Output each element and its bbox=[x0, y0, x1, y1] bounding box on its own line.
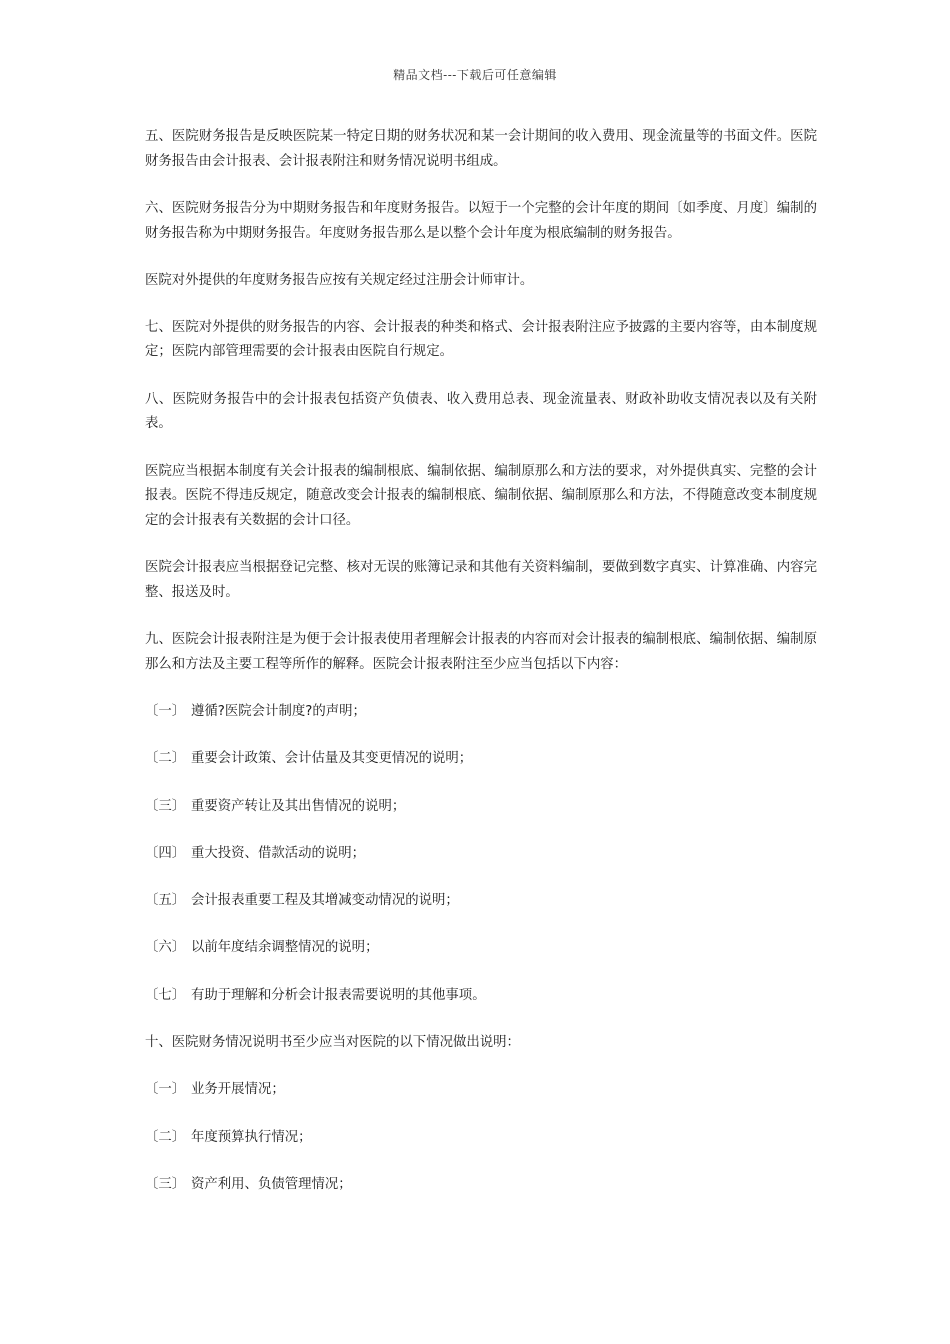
list-item-text: 重要资产转让及其出售情况的说明； bbox=[191, 798, 406, 814]
paragraph-10: 十、医院财务情况说明书至少应当对医院的以下情况做出说明： bbox=[145, 1035, 520, 1051]
list-item-text: 资产利用、负债管理情况； bbox=[191, 1176, 352, 1192]
list-item-number: 〔六〕 bbox=[145, 940, 186, 956]
list-item bbox=[145, 842, 817, 867]
list-item-number: 〔一〕 bbox=[145, 704, 186, 719]
list-item-text: 有助于理解和分析会计报表需要说明的其他事项。 bbox=[191, 987, 486, 1003]
list-item-text: 以前年度结余调整情况的说明； bbox=[191, 940, 379, 956]
list-item-text: 遵循?医院会计制度?的声明； bbox=[191, 704, 366, 719]
paragraph-8: 八、医院财务报告中的会计报表包括资产负债表、收入费用总表、现金流量表、财政补助收支情况表以及有关附表。 bbox=[145, 391, 817, 431]
list-item-number: 〔二〕 bbox=[145, 751, 186, 767]
list-item-text: 年度预算执行情况； bbox=[191, 1129, 312, 1145]
paragraph-9: 九、医院会计报表附注是为便于会计报表使用者理解会计报表的内容而对会计报表的编制根底、编制依据、编制原那么和方法及主要工程等所作的解释。医院会计报表附注至少应当包括以下内容： bbox=[145, 632, 817, 672]
list-item bbox=[145, 1126, 817, 1151]
list-item-number: 〔三〕 bbox=[145, 798, 186, 814]
list-item bbox=[145, 936, 817, 961]
list-item-number: 〔五〕 bbox=[145, 893, 186, 909]
paragraph-accuracy: 医院会计报表应当根据登记完整、核对无误的账簿记录和其他有关资料编制，要做到数字真实、计算准确、内容完整、报送及时。 bbox=[145, 560, 817, 600]
list-item-number: 〔七〕 bbox=[145, 987, 186, 1003]
paragraph-audit: 医院对外提供的年度财务报告应按有关规定经过注册会计师审计。 bbox=[145, 273, 534, 288]
paragraph-7: 七、医院对外提供的财务报告的内容、会计报表的种类和格式、会计报表附注应予披露的主要内容等，由本制度规定；医院内部管理需要的会计报表由医院自行规定。 bbox=[145, 319, 817, 359]
list-item bbox=[145, 795, 817, 820]
list-item-text: 业务开展情况； bbox=[191, 1082, 285, 1098]
list-item-number: 〔四〕 bbox=[145, 845, 186, 861]
paragraph-6: 六、医院财务报告分为中期财务报告和年度财务报告。以短于一个完整的会计年度的期间〔如季度、月度〕编制的财务报告称为中期财务报告。年度财务报告那么是以整个会计年度为根底编制的财务报告。 bbox=[145, 201, 817, 241]
list-item bbox=[145, 1078, 817, 1103]
list-item-number: 〔二〕 bbox=[145, 1129, 186, 1145]
list-item bbox=[145, 747, 817, 772]
list-item bbox=[145, 1173, 817, 1198]
list-item-number: 〔一〕 bbox=[145, 1082, 186, 1098]
list-item-text: 会计报表重要工程及其增减变动情况的说明； bbox=[191, 893, 459, 909]
list-item bbox=[145, 889, 817, 914]
page-header: 精品文档---下载后可任意编辑 bbox=[393, 68, 557, 82]
list-item bbox=[145, 700, 817, 725]
list-item bbox=[145, 984, 817, 1009]
list-item-text: 重要会计政策、会计估量及其变更情况的说明； bbox=[191, 751, 473, 767]
document-body bbox=[145, 125, 817, 1220]
list-item-number: 〔三〕 bbox=[145, 1176, 186, 1192]
paragraph-basis: 医院应当根据本制度有关会计报表的编制根底、编制依据、编制原那么和方法的要求，对外提供真实、完整的会计报表。医院不得违反规定，随意改变会计报表的编制根底、编制依据、编制原那么和方法，不得随意改变本制度规定的会计报表有关数据的会计口径。 bbox=[145, 463, 817, 528]
paragraph-5: 五、医院财务报告是反映医院某一特定日期的财务状况和某一会计期间的收入费用、现金流量等的书面文件。医院财务报告由会计报表、会计报表附注和财务情况说明书组成。 bbox=[145, 129, 817, 169]
list-item-text: 重大投资、借款活动的说明； bbox=[191, 845, 366, 861]
